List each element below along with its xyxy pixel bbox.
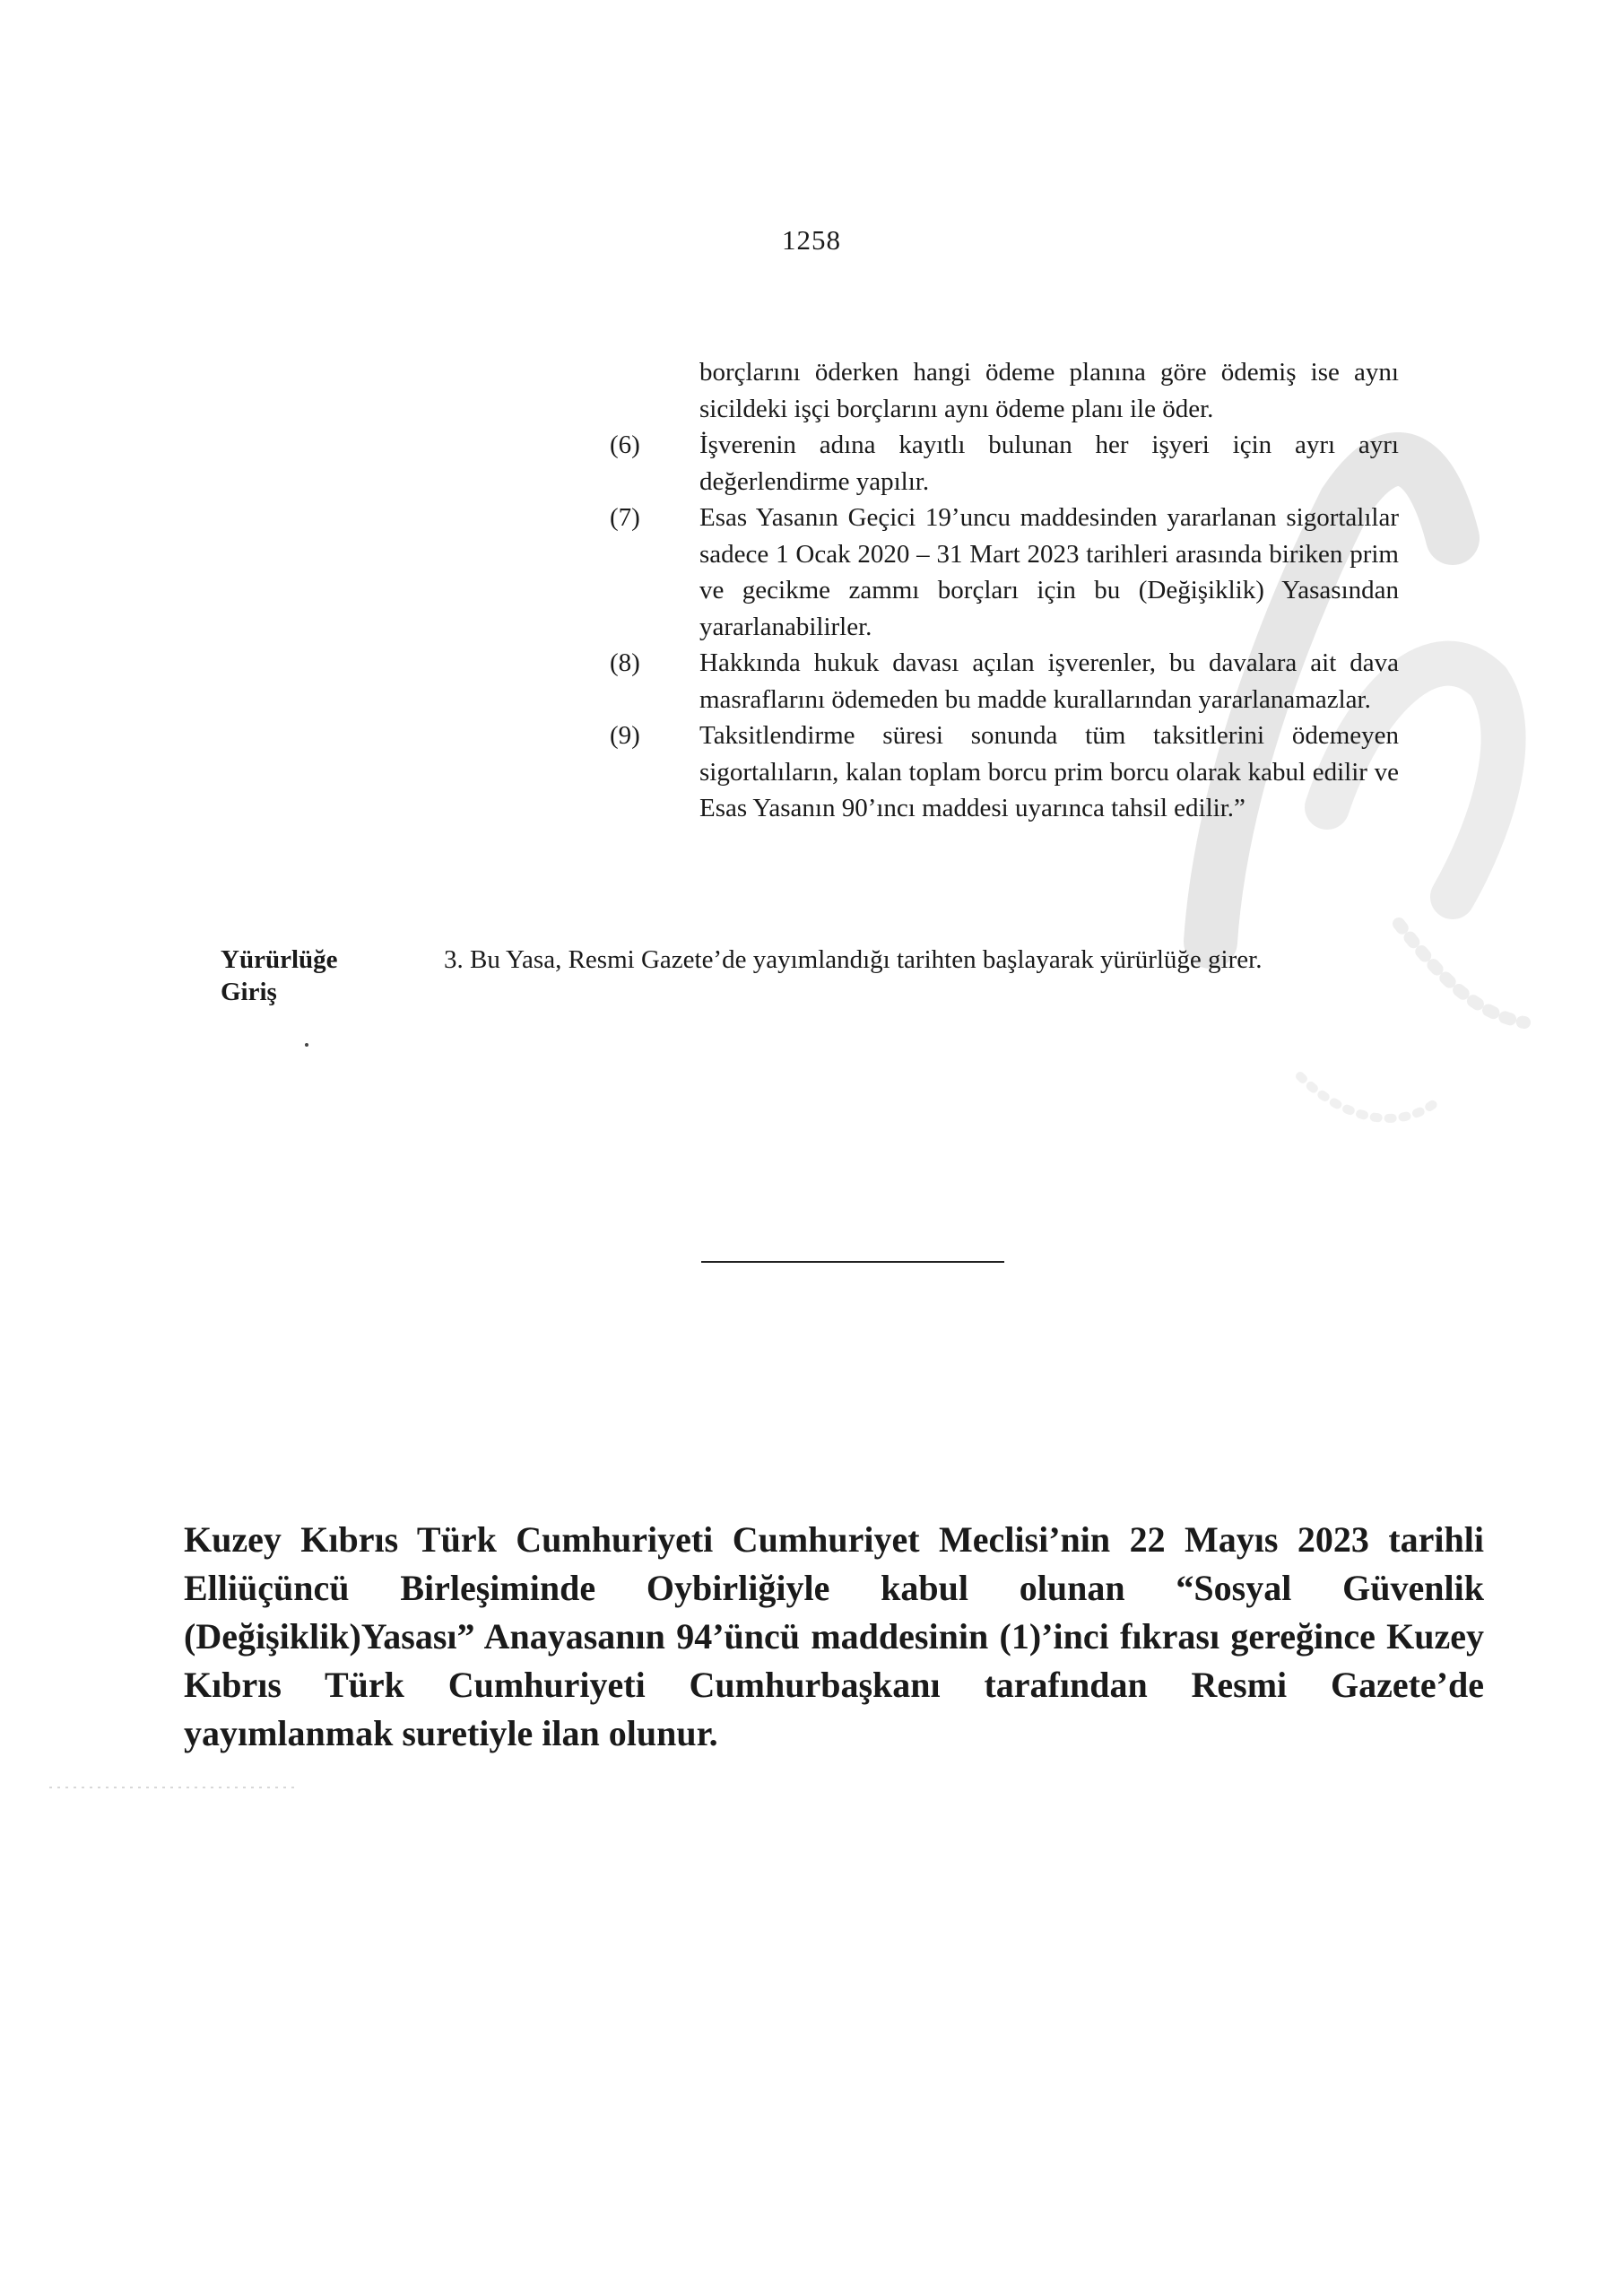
page-number: 1258 (782, 224, 841, 256)
clause-continuation (699, 354, 1417, 427)
article-margin-title (221, 944, 400, 1008)
clause-6 (610, 427, 1417, 500)
clause-number: (8) (610, 648, 640, 677)
clause-8 (610, 645, 1417, 718)
clause-text: İşverenin adına kayıtlı bulunan her işyeri için ayrı ayrı değerlendirme yapılır. (699, 430, 1399, 496)
clause-number: (9) (610, 721, 640, 750)
clause-9 (610, 718, 1417, 827)
margin-title-line-1: Yürürlüğe (221, 945, 338, 974)
clause-text: Esas Yasanın Geçici 19’uncu maddesinden yararlanan sigortalılar sadece 1 Ocak 2020 – 31 Mart 2023 tarihleri arasında biriken prim ve gecikme zammı borçları için bu (Değişiklik) Yasasından yararlanabilirler. (699, 503, 1399, 641)
clause-7 (610, 500, 1417, 645)
clause-number: (7) (610, 503, 640, 532)
promulgation-statement: Kuzey Kıbrıs Türk Cumhuriyeti Cumhuriyet Meclisi’nin 22 Mayıs 2023 tarihli Elliüçüncü Birleşiminde Oybirliğiyle kabul olunan “Sosyal Güvenlik (Değişiklik)Yasası” Anayasanın 94’üncü maddesinin (1)’inci fıkrası gereğince Kuzey Kıbrıs Türk Cumhuriyeti Cumhurbaşkanı tarafından Resmi Gazete’de yayımlanmak suretiyle ilan olunur. (184, 1519, 1484, 1753)
separator-line (701, 1261, 1004, 1263)
stray-dot (305, 1043, 308, 1047)
article-3-text: 3. Bu Yasa, Resmi Gazete’de yayımlandığı tarihten başlayarak yürürlüğe girer. (444, 945, 1263, 974)
margin-title-line-2: Giriş (221, 978, 277, 1006)
clause-text: Hakkında hukuk davası açılan işverenler, bu davalara ait dava masraflarını ödemeden bu madde kurallarından yararlanamazlar. (699, 648, 1399, 714)
clause-text: borçlarını öderken hangi ödeme planına göre ödemiş ise aynı sicildeki işçi borçlarını aynı ödeme planı ile öder. (699, 358, 1399, 423)
clause-list (610, 354, 1417, 827)
clause-number: (6) (610, 430, 640, 459)
clause-text: Taksitlendirme süresi sonunda tüm taksitlerini ödemeyen sigortalıların, kalan toplam borcu prim borcu olarak kabul edilir ve Esas Yasanın 90’ıncı maddesi uyarınca tahsil edilir.” (699, 721, 1399, 822)
